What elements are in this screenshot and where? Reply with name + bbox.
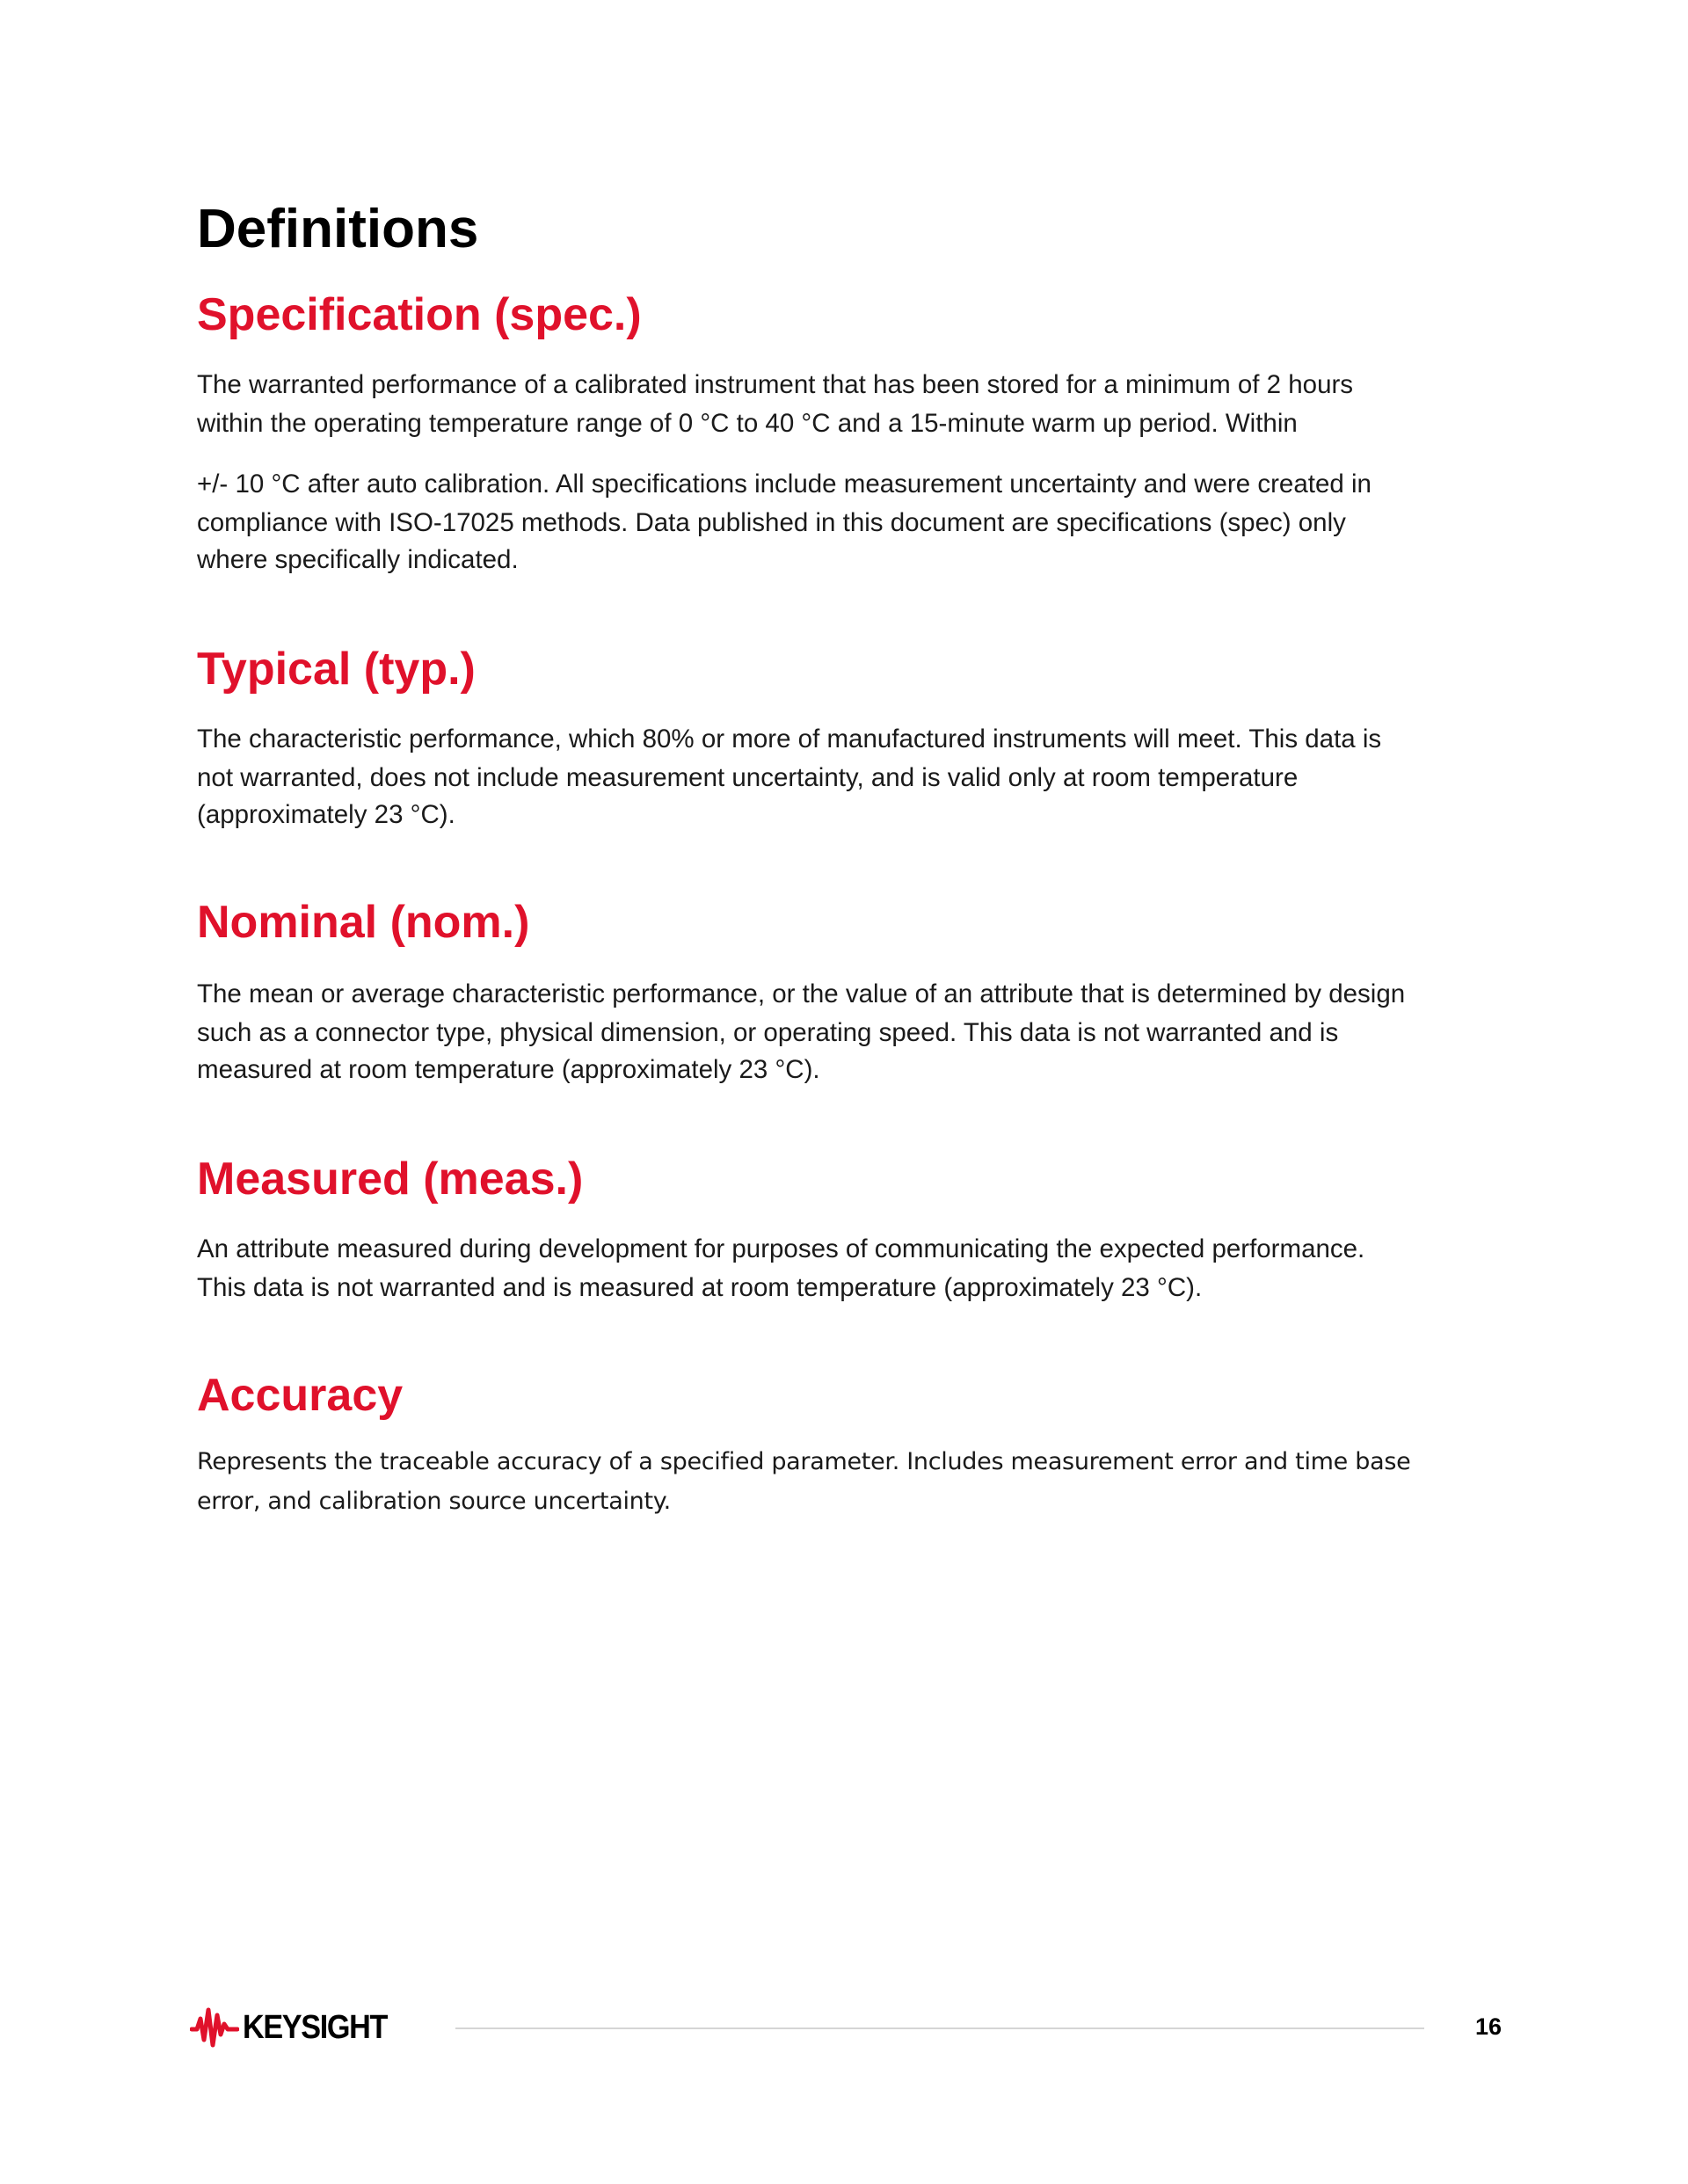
body-line: An attribute measured during development for purposes of communicating the expected performance. xyxy=(197,1234,1365,1263)
body-line: not warranted, does not include measurement uncertainty, and is valid only at room temperature xyxy=(197,763,1299,792)
section-heading-specification: Specification (spec.) xyxy=(197,289,642,340)
body-line: This data is not warranted and is measured at room temperature (approximately 23 °C). xyxy=(197,1273,1203,1302)
body-line: Represents the traceable accuracy of a specified parameter. Includes measurement error and time base xyxy=(197,1448,1411,1475)
body-line: The warranted performance of a calibrated instrument that has been stored for a minimum of 2 hours xyxy=(197,370,1354,399)
body-line: error, and calibration source uncertainty. xyxy=(197,1488,671,1515)
body-line: within the operating temperature range of 0 °C to 40 °C and a 15-minute warm up period. Within xyxy=(197,409,1298,438)
waveform-icon xyxy=(190,2006,239,2049)
logo-text: KEYSIGHT xyxy=(243,2008,388,2046)
footer-divider xyxy=(455,2027,1424,2029)
body-line: The mean or average characteristic performance, or the value of an attribute that is determined by design xyxy=(197,979,1406,1008)
page-number: 16 xyxy=(1475,2013,1502,2040)
body-line: where specifically indicated. xyxy=(197,545,519,574)
section-heading-nominal: Nominal (nom.) xyxy=(197,897,530,948)
page-title: Definitions xyxy=(197,199,479,259)
body-line: +/- 10 °C after auto calibration. All specifications include measurement uncertainty and were created in xyxy=(197,470,1372,499)
section-heading-typical: Typical (typ.) xyxy=(197,644,476,695)
body-line: (approximately 23 °C). xyxy=(197,800,455,829)
body-line: such as a connector type, physical dimension, or operating speed. This data is not warranted and is xyxy=(197,1018,1339,1047)
section-heading-accuracy: Accuracy xyxy=(197,1370,404,1421)
section-heading-measured: Measured (meas.) xyxy=(197,1154,584,1205)
body-line: The characteristic performance, which 80% or more of manufactured instruments will meet. This data is xyxy=(197,724,1382,753)
body-line: measured at room temperature (approximately 23 °C). xyxy=(197,1055,820,1084)
keysight-logo xyxy=(190,2006,403,2049)
body-line: compliance with ISO-17025 methods. Data published in this document are specifications (spec) only xyxy=(197,508,1346,537)
